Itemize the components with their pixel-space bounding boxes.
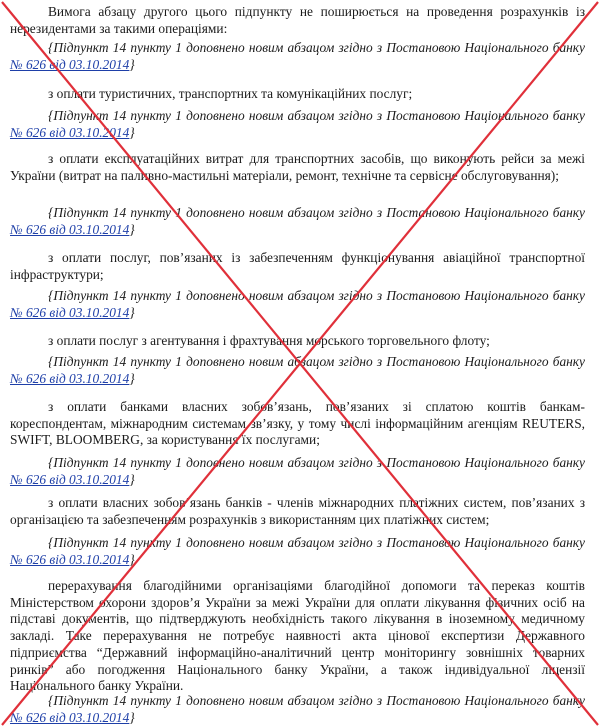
paragraph: з оплати туристичних, транспортних та комунікаційних послуг; xyxy=(48,86,413,101)
amendment-note-end: } xyxy=(129,551,135,567)
amendment-note-text: {Підпункт 14 пункту 1 доповнено новим абзацом згідно з Постановою Національного банку xyxy=(48,354,585,369)
amendment-note-end: } xyxy=(129,124,135,140)
amendment-link[interactable]: № 626 від 03.10.2014 xyxy=(10,304,130,320)
amendment-link[interactable]: № 626 від 03.10.2014 xyxy=(10,471,130,487)
amendment-note-end: } xyxy=(129,370,135,386)
amendment-note-text: {Підпункт 14 пункту 1 доповнено новим абзацом згідно з Постановою Національного банку xyxy=(48,40,585,55)
paragraph: Вимога абзацу другого цього підпункту не поширюється на проведення розрахунків із нерезидентами за такими операціями: xyxy=(10,4,585,36)
amendment-note-end: } xyxy=(129,471,135,487)
paragraph: з оплати власних зобов’язань банків - членів міжнародних платіжних систем, пов’язаних з організацією та забезпеченням розрахунків з використанням цих платіжних систем; xyxy=(10,495,585,527)
amendment-note-text: {Підпункт 14 пункту 1 доповнено новим абзацом згідно з Постановою Національного банку xyxy=(48,693,585,708)
amendment-note-text: {Підпункт 14 пункту 1 доповнено новим абзацом згідно з Постановою Національного банку xyxy=(48,205,585,220)
paragraph: з оплати послуг з агентування і фрахтування морського торговельного флоту; xyxy=(48,333,490,348)
amendment-note-text: {Підпункт 14 пункту 1 доповнено новим абзацом згідно з Постановою Національного банку xyxy=(48,535,585,550)
amendment-note-end: } xyxy=(129,304,135,320)
paragraph: з оплати послуг, пов’язаних із забезпеченням функціонування авіаційної транспортної інфраструктури; xyxy=(10,250,585,282)
amendment-note-text: {Підпункт 14 пункту 1 доповнено новим абзацом згідно з Постановою Національного банку xyxy=(48,455,585,470)
amendment-note-end: } xyxy=(129,56,135,72)
amendment-note-text: {Підпункт 14 пункту 1 доповнено новим абзацом згідно з Постановою Національного банку xyxy=(48,288,585,303)
amendment-note-end: } xyxy=(129,709,135,725)
amendment-link[interactable]: № 626 від 03.10.2014 xyxy=(10,56,130,72)
paragraph: перерахування благодійними організаціями благодійної допомоги та переказ коштів Міністерством охорони здоров’я України за межі України для оплати лікування фізичних осіб на підставі документів, що підтверджують необхідність такого лікування в іноземному медичному закладі. Таке перерахування не потребує наявності акта цінової експертизи Державного підприємства “Державний інформаційно-аналітичний центр моніторингу зовнішніх товарних ринків” або погодження Національного банку України, а також індивідуальної ліцензії Національного банку України. xyxy=(10,578,585,694)
amendment-link[interactable]: № 626 від 03.10.2014 xyxy=(10,709,130,725)
amendment-note-end: } xyxy=(129,221,135,237)
amendment-link[interactable]: № 626 від 03.10.2014 xyxy=(10,124,130,140)
amendment-note-text: {Підпункт 14 пункту 1 доповнено новим абзацом згідно з Постановою Національного банку xyxy=(48,108,585,123)
amendment-link[interactable]: № 626 від 03.10.2014 xyxy=(10,370,130,386)
paragraph: з оплати банками власних зобов’язань, пов’язаних зі сплатою коштів банкам-кореспондентам, міжнародним системам зв’язку, у тому числі інформаційним агенціям REUTERS, SWIFT, BLOOMBERG, за користування їх послугами; xyxy=(10,399,585,448)
paragraph: з оплати експлуатаційних витрат для транспортних засобів, що виконують рейси за межі України (витрат на паливно-мастильні матеріали, ремонт, технічне та сервісне обслуговування); xyxy=(10,151,585,183)
amendment-link[interactable]: № 626 від 03.10.2014 xyxy=(10,221,130,237)
amendment-link[interactable]: № 626 від 03.10.2014 xyxy=(10,551,130,567)
